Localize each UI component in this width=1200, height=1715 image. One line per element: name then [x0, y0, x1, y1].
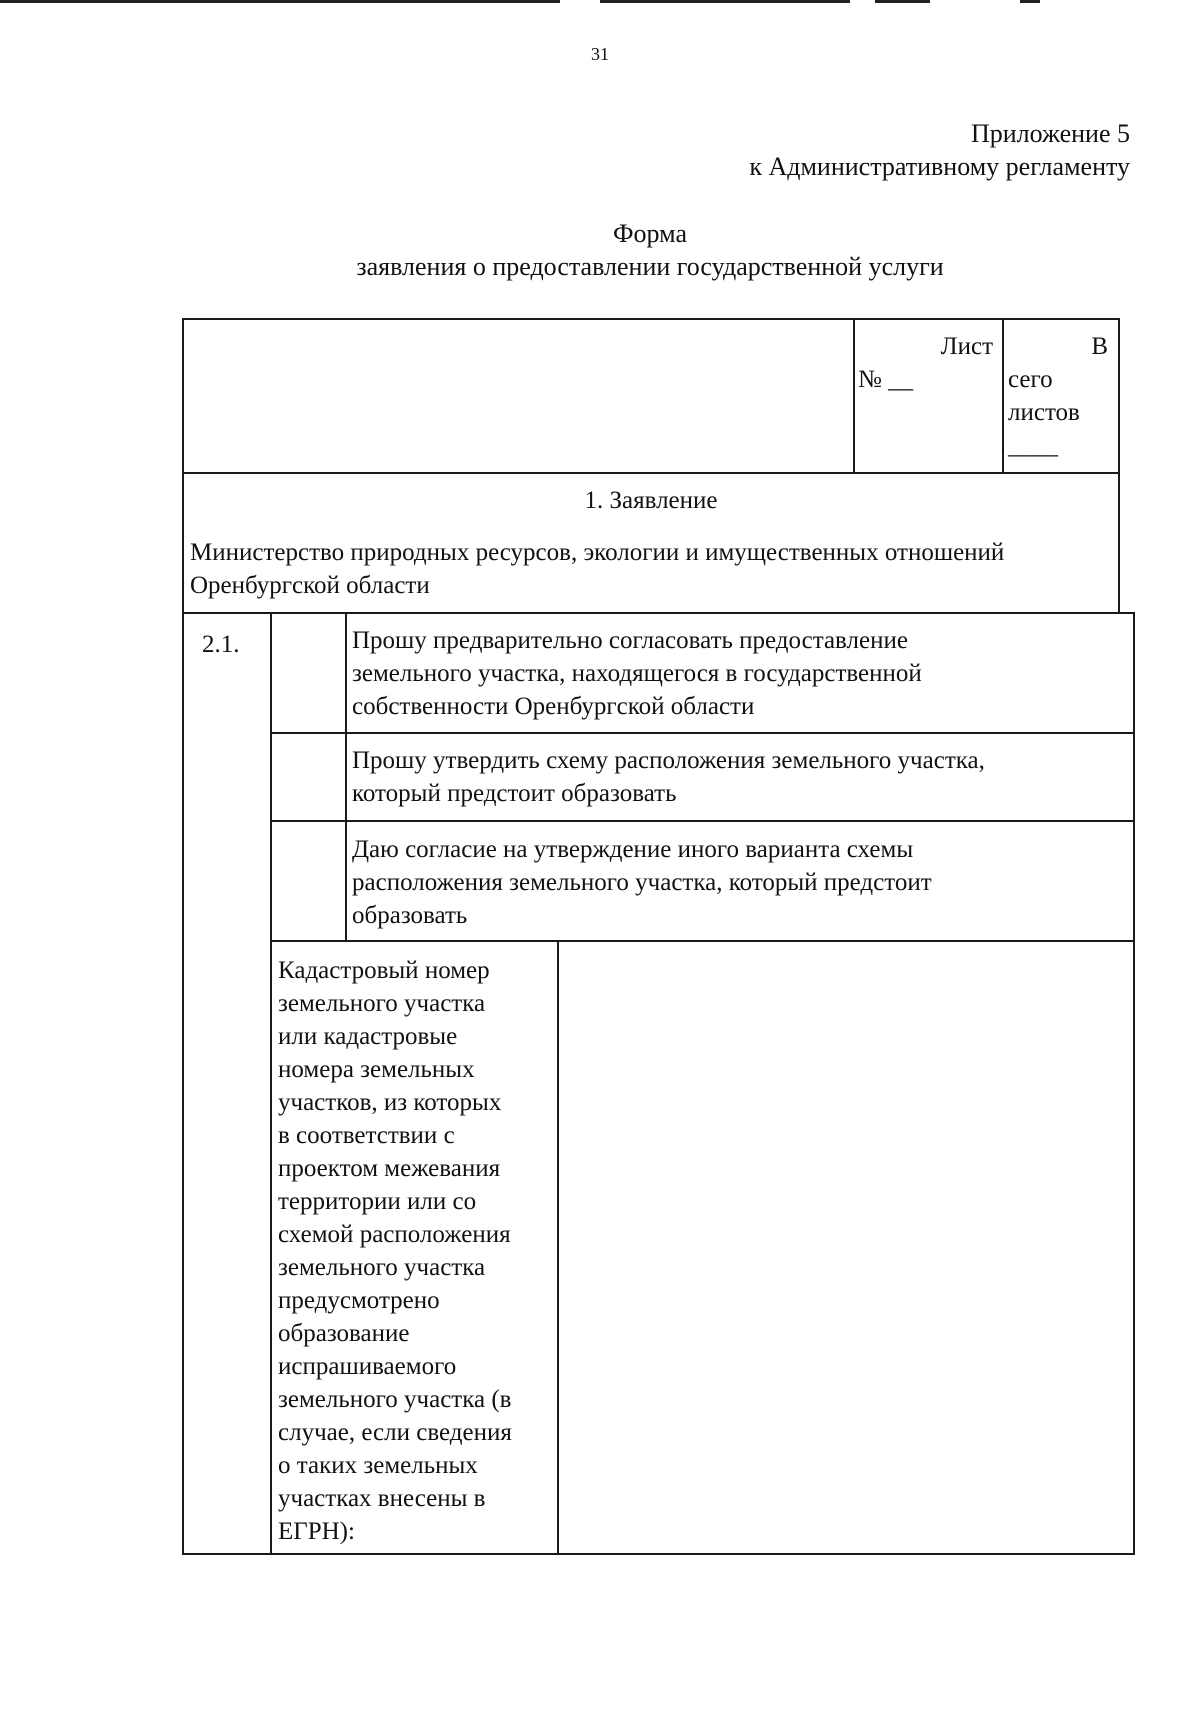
option-1-line-1: Прошу предварительно согласовать предоставление: [352, 627, 908, 654]
total-sheets-blank[interactable]: ____: [1008, 432, 1058, 459]
total-sheets-label-3: листов: [1008, 399, 1080, 426]
ministry-name: [190, 536, 1115, 602]
page-number: 31: [591, 44, 609, 64]
total-sheets-label-1: В: [1091, 333, 1108, 360]
cadastral-label-line: земельного участка: [278, 1254, 486, 1281]
cadastral-number-field[interactable]: [560, 942, 1132, 1552]
cadastral-label-line: образование: [278, 1320, 410, 1347]
appendix-line-1: Приложение 5: [970, 119, 1130, 148]
item-number: 2.1.: [202, 631, 240, 658]
option-2-line-1: Прошу утвердить схему расположения земельного участка,: [352, 747, 985, 774]
total-sheets-cell: [1008, 330, 1108, 462]
section-title: 1. Заявление: [584, 487, 718, 514]
option-text-3: [352, 833, 1127, 932]
option-checkbox-3[interactable]: [272, 822, 345, 940]
scan-edge-mark: [875, 0, 930, 3]
ministry-line-2: Оренбургской области: [190, 572, 430, 599]
table-border-left: [182, 612, 184, 1555]
table-border: [182, 472, 1120, 474]
scan-edge-mark: [1020, 0, 1040, 3]
cadastral-label-line: ЕГРН):: [278, 1518, 355, 1545]
option-text-1: [352, 624, 1127, 723]
option-3-line-1: Даю согласие на утверждение иного варианта схемы: [352, 836, 914, 863]
cadastral-label-line: случае, если сведения: [278, 1419, 512, 1446]
scan-edge-mark: [600, 0, 850, 3]
sheet-number-cell: [858, 330, 993, 396]
cadastral-label-line: территории или со: [278, 1188, 477, 1215]
sheet-number[interactable]: № __: [858, 366, 914, 393]
appendix-reference: [749, 117, 1130, 183]
cadastral-label-line: о таких земельных: [278, 1452, 478, 1479]
option-checkbox-2[interactable]: [272, 734, 345, 820]
form-title: [150, 217, 1150, 283]
table-border: [345, 612, 347, 942]
option-3-line-2: расположения земельного участка, который предстоит: [352, 869, 932, 896]
table-border: [853, 318, 855, 474]
table-border: [270, 732, 1135, 734]
option-2-line-2: который предстоит образовать: [352, 780, 677, 807]
appendix-line-2: к Административному регламенту: [749, 152, 1130, 181]
cadastral-label-line: земельного участка: [278, 990, 486, 1017]
cadastral-label-line: участков, из которых: [278, 1089, 502, 1116]
option-1-line-2: земельного участка, находящегося в государственной: [352, 660, 922, 687]
sheet-label: Лист: [940, 333, 993, 360]
table-border: [270, 820, 1135, 822]
total-sheets-label-2: сего: [1008, 366, 1053, 393]
scan-edge-mark: [0, 0, 560, 3]
table-border-right: [1133, 612, 1135, 1555]
form-title-line-1: Форма: [613, 219, 687, 248]
cadastral-label-line: номера земельных: [278, 1056, 475, 1083]
cadastral-label-line: участках внесены в: [278, 1485, 486, 1512]
table-border-left: [182, 318, 184, 612]
table-border-bottom: [182, 1553, 1135, 1555]
cadastral-label-line: испрашиваемого: [278, 1353, 457, 1380]
option-3-line-3: образовать: [352, 902, 468, 929]
cadastral-label-line: земельного участка (в: [278, 1386, 512, 1413]
table-border-top: [182, 318, 1120, 320]
table-border: [1002, 318, 1004, 474]
option-text-2: [352, 744, 1127, 810]
option-1-line-3: собственности Оренбургской области: [352, 693, 755, 720]
cadastral-label-line: Кадастровый номер: [278, 957, 490, 984]
cadastral-label-line: схемой расположения: [278, 1221, 511, 1248]
cadastral-label-line: в соответствии с: [278, 1122, 455, 1149]
option-checkbox-1[interactable]: [272, 614, 345, 732]
cadastral-label-line: или кадастровые: [278, 1023, 458, 1050]
table-border: [557, 940, 559, 1555]
cadastral-label-line: предусмотрено: [278, 1287, 440, 1314]
cadastral-label: [278, 954, 554, 1548]
ministry-line-1: Министерство природных ресурсов, экологии и имущественных отношений: [190, 539, 1005, 566]
form-title-line-2: заявления о предоставлении государственной услуги: [356, 252, 944, 281]
table-border-right: [1118, 318, 1120, 612]
cadastral-label-line: проектом межевания: [278, 1155, 501, 1182]
